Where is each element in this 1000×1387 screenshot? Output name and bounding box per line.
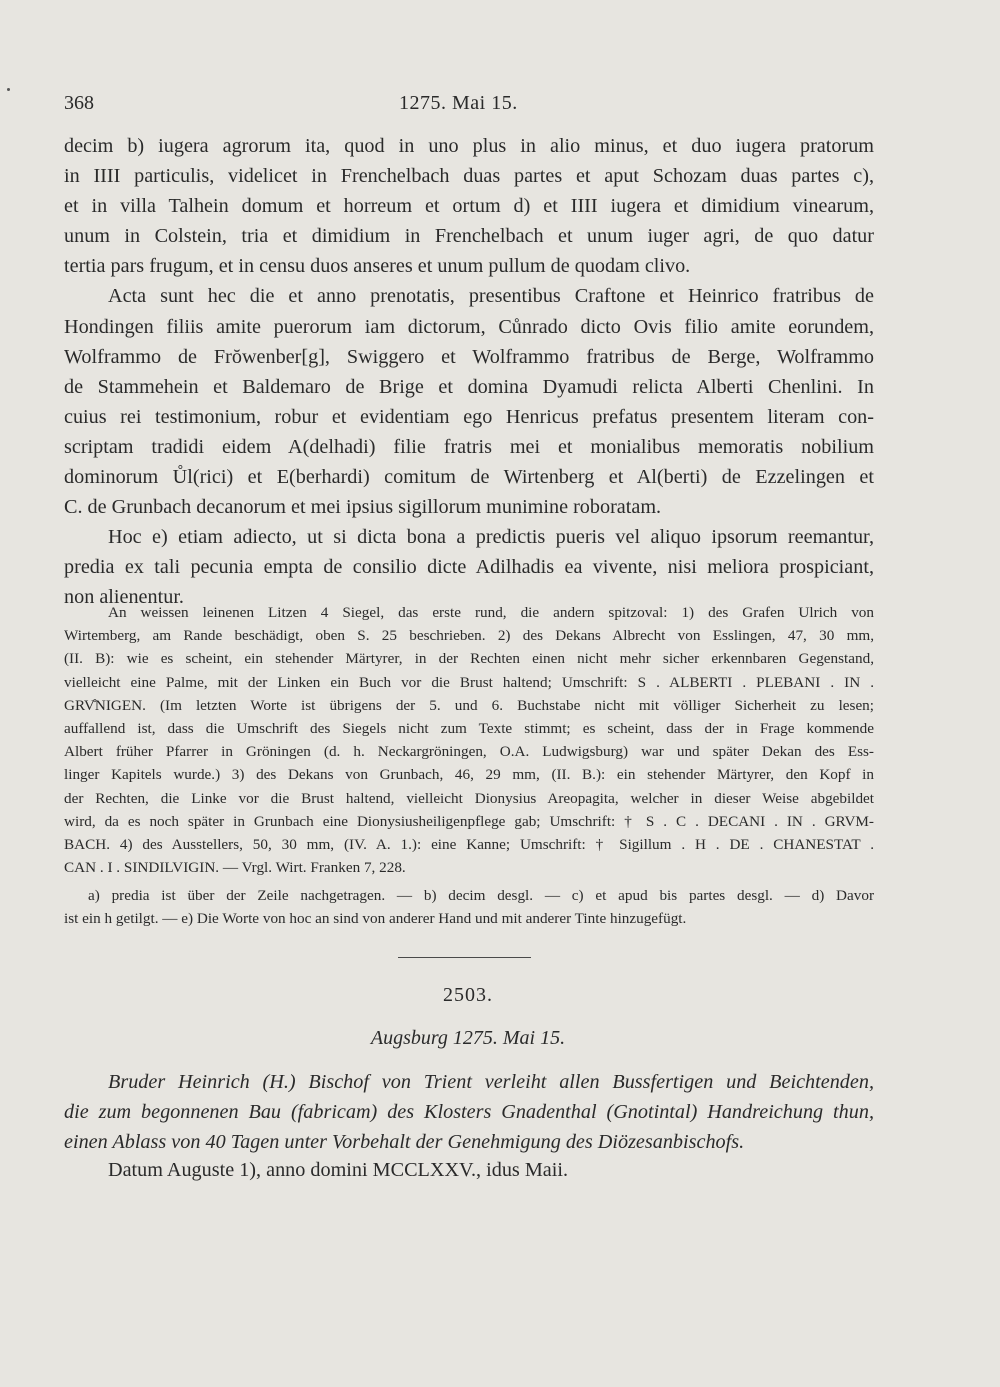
document-place-date: Augsburg 1275. Mai 15. [370,1027,566,1049]
regest [64,1067,874,1157]
charter-text [64,131,874,613]
text-line: Acta sunt hec die et anno prenotatis, presentibus Craftone et Heinrico fratribus de [108,285,874,308]
note-line: der Rechten, die Linke vor die Brust haltend, vielleicht Dionysius Areopagita, welcher in dieser Weise abgebildet [64,789,874,807]
regest-line: einen Ablass von 40 Tagen unter Vorbehalt der Genehmigung des Diözesanbischofs. [64,1131,745,1153]
note-line: CAN . I . SINDILVIGIN. — Vrgl. Wirt. Franken 7, 228. [64,859,406,877]
text-line: de Stammehein et Baldemaro de Brige et domina Dyamudi relicta Alberti Chenlini. In [64,375,874,398]
dating-clause: Datum Auguste 1), anno domini MCCLXXV., idus Maii. [108,1159,569,1181]
note-line: Albert früher Pfarrer in Gröningen (d. h. Neckargröningen, O.A. Ludwigsburg) war und später Dekan des Ess- [64,743,874,761]
text-line: dominorum Ůl(rici) et E(berhardi) comitum de Wirtenberg et Al(berti) de Ezzelingen et [64,466,874,489]
text-line: unum in Colstein, tria et dimidium in Frenchelbach et unum iuger agri, de quo datur [64,225,874,248]
text-line: decim b) iugera agrorum ita, quod in uno plus in alio minus, et duo iugera pratorum [64,135,874,157]
text-line: non alienentur. [64,586,184,609]
note-line: vielleicht eine Palme, mit der Linken ein Buch vor die Brust haltend; Umschrift: S . ALBERTI . PLEBANI . IN . [64,673,874,691]
note-line: auffallend ist, dass die Umschrift des Siegels nicht zum Texte stimmt; es scheint, dass der in Frage kommende [64,719,874,737]
text-line: cuius rei testimonium, robur et evidentiam ego Henricus prefatus presentem literam con- [64,405,874,428]
document-number: 2503. [443,984,493,1006]
seal-description [64,601,874,879]
text-line: Hoc e) etiam adiecto, ut si dicta bona a predictis pueris vel aliquo ipsorum reemantur, [108,526,874,549]
note-line: An weissen leinenen Litzen 4 Siegel, das erste rund, die andern spitzoval: 1) des Grafen Ulrich von [108,604,874,621]
note-line: (II. B): wie es scheint, ein stehender Märtyrer, in der Rechten einen nicht mehr sicher erkennbaren Gegenstand, [64,650,874,668]
text-line: tertia pars frugum, et in censu duos anseres et unum pullum de quodam clivo. [64,255,691,278]
text-line: Hondingen filiis amite puerorum iam dictorum, Cůnrado dicto Ovis filio amite eorundem, [64,315,874,338]
text-line: scriptam tradidi eidem A(delhadi) filie fratris mei et monialibus memoratis nobilium [64,435,874,458]
text-line: et in villa Talhein domum et horreum et ortum d) et IIII iugera et dimidium vinearum, [64,195,874,218]
note-line: GRV̊NIGEN. (Im letzten Worte ist übrigens der 5. und 6. Buchstabe nicht mit völliger Sicherheit zu lesen; [64,696,874,714]
regest-line: Bruder Heinrich (H.) Bischof von Trient verleiht allen Bussfertigen und Beichtenden, [108,1071,874,1093]
text-line: predia ex tali pecunia empta de consilio dicte Adilhadis ea vivente, nisi meliora prospiciant, [64,556,874,579]
scan-speck [7,88,10,91]
critical-apparatus [64,884,874,930]
apparatus-line: ist ein h getilgt. — e) Die Worte von hoc an sind von anderer Hand und mit anderer Tinte hinzugefügt. [64,910,687,928]
running-head [64,92,872,118]
running-date: 1275. Mai 15. [399,92,518,114]
note-line: wird, da es noch später in Grunbach eine Dionysiusheiligenpflege gab; Umschrift: † S . C . DECANI . IN . GRVM- [64,812,874,830]
regest-line: die zum begonnenen Bau (fabricam) des Klosters Gnadenthal (Gnotintal) Handreichung thun, [64,1101,874,1123]
section-divider [398,957,531,958]
text-line: C. de Grunbach decanorum et mei ipsius sigillorum munimine roboratam. [64,496,662,519]
note-line: Wirtemberg, am Rande beschädigt, oben S. 25 beschrieben. 2) des Dekans Albrecht von Esslingen, 47, 30 mm, [64,627,874,645]
page-number: 368 [64,92,94,114]
text-line: in IIII particulis, videlicet in Frenchelbach duas partes et aput Schozam duas partes c), [64,165,874,188]
apparatus-line: a) predia ist über der Zeile nachgetragen. — b) decim desgl. — c) et apud bis partes desgl. — d) Davor [88,887,874,904]
note-line: BACH. 4) des Ausstellers, 50, 30 mm, (IV. A. 1.): eine Kanne; Umschrift: † Sigillum . H . DE . CHANESTAT . [64,835,874,853]
note-line: linger Kapitels wurde.) 3) des Dekans von Grunbach, 46, 29 mm, (II. B.): ein stehender Märtyrer, den Kopf in [64,766,874,784]
text-line: Wolframmo de Frŏwenber[g], Swiggero et Wolframmo fratribus de Berge, Wolframmo [64,345,874,368]
